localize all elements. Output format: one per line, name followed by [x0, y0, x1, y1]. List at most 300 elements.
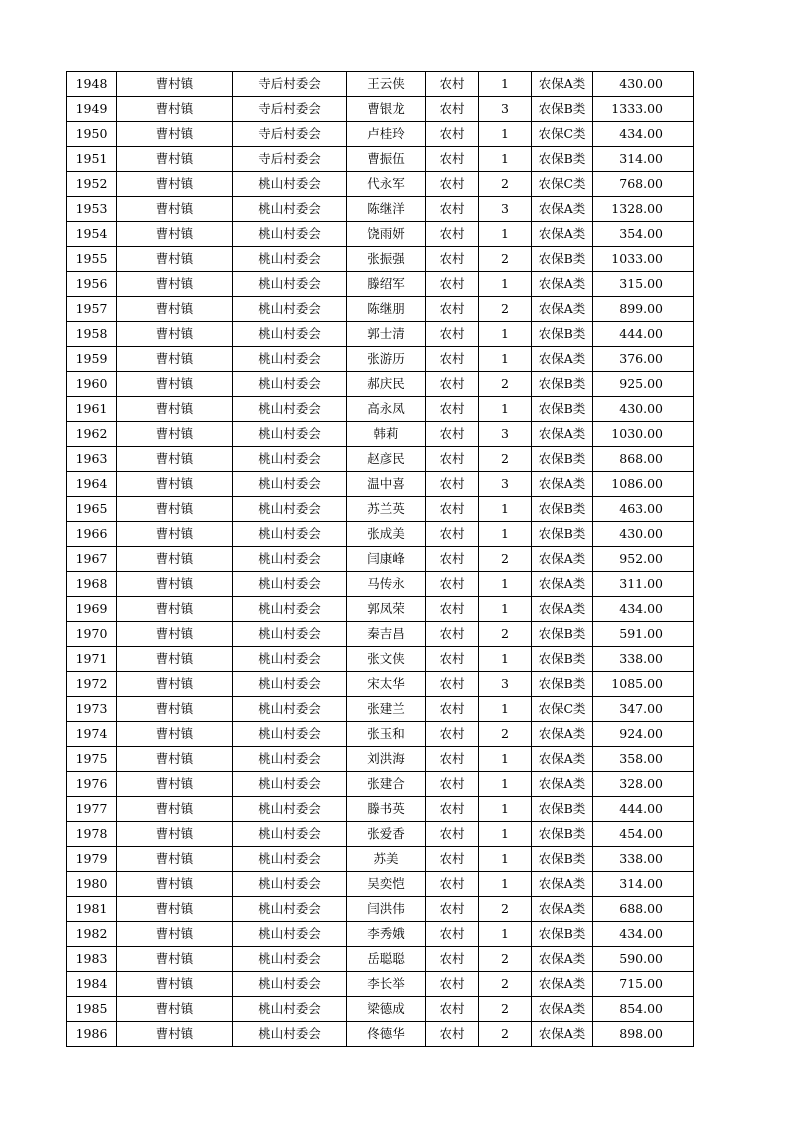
village-committee-cell: 桃山村委会: [233, 972, 347, 997]
table-row: [67, 497, 694, 522]
amount-cell: 715.00: [593, 972, 694, 997]
amount-cell: 868.00: [593, 447, 694, 472]
household-type-cell: 农村: [426, 447, 479, 472]
table-row: [67, 247, 694, 272]
table-row: [67, 922, 694, 947]
member-count-cell: 1: [479, 522, 532, 547]
table-row: [67, 197, 694, 222]
amount-cell: 354.00: [593, 222, 694, 247]
serial-no-cell: 1968: [67, 572, 117, 597]
town-cell: 曹村镇: [117, 922, 233, 947]
member-count-cell: 1: [479, 822, 532, 847]
town-cell: 曹村镇: [117, 897, 233, 922]
town-cell: 曹村镇: [117, 472, 233, 497]
household-type-cell: 农村: [426, 847, 479, 872]
village-committee-cell: 桃山村委会: [233, 822, 347, 847]
serial-no-cell: 1953: [67, 197, 117, 222]
town-cell: 曹村镇: [117, 122, 233, 147]
amount-cell: 925.00: [593, 372, 694, 397]
household-type-cell: 农村: [426, 172, 479, 197]
member-count-cell: 2: [479, 1022, 532, 1047]
amount-cell: 314.00: [593, 872, 694, 897]
serial-no-cell: 1958: [67, 322, 117, 347]
name-cell: 张玉和: [347, 722, 426, 747]
amount-cell: 314.00: [593, 147, 694, 172]
town-cell: 曹村镇: [117, 972, 233, 997]
village-committee-cell: 桃山村委会: [233, 547, 347, 572]
insurance-class-cell: 农保B类: [532, 797, 593, 822]
name-cell: 马传永: [347, 572, 426, 597]
insurance-class-cell: 农保B类: [532, 397, 593, 422]
name-cell: 苏美: [347, 847, 426, 872]
name-cell: 代永军: [347, 172, 426, 197]
serial-no-cell: 1985: [67, 997, 117, 1022]
town-cell: 曹村镇: [117, 347, 233, 372]
insurance-class-cell: 农保A类: [532, 472, 593, 497]
household-type-cell: 农村: [426, 922, 479, 947]
household-type-cell: 农村: [426, 822, 479, 847]
name-cell: 曹振伍: [347, 147, 426, 172]
household-type-cell: 农村: [426, 597, 479, 622]
table-row: [67, 372, 694, 397]
table-row: [67, 772, 694, 797]
name-cell: 李长举: [347, 972, 426, 997]
household-type-cell: 农村: [426, 147, 479, 172]
serial-no-cell: 1949: [67, 97, 117, 122]
amount-cell: 924.00: [593, 722, 694, 747]
amount-cell: 591.00: [593, 622, 694, 647]
serial-no-cell: 1962: [67, 422, 117, 447]
member-count-cell: 3: [479, 97, 532, 122]
table-row: [67, 97, 694, 122]
name-cell: 温中喜: [347, 472, 426, 497]
insurance-class-cell: 农保B类: [532, 322, 593, 347]
insurance-class-cell: 农保B类: [532, 497, 593, 522]
town-cell: 曹村镇: [117, 522, 233, 547]
village-committee-cell: 桃山村委会: [233, 772, 347, 797]
member-count-cell: 2: [479, 547, 532, 572]
member-count-cell: 2: [479, 372, 532, 397]
insurance-class-cell: 农保C类: [532, 172, 593, 197]
amount-cell: 454.00: [593, 822, 694, 847]
town-cell: 曹村镇: [117, 822, 233, 847]
member-count-cell: 3: [479, 472, 532, 497]
serial-no-cell: 1983: [67, 947, 117, 972]
name-cell: 赵彦民: [347, 447, 426, 472]
table-row: [67, 72, 694, 97]
serial-no-cell: 1969: [67, 597, 117, 622]
household-type-cell: 农村: [426, 972, 479, 997]
table-row: [67, 297, 694, 322]
insurance-class-cell: 农保B类: [532, 247, 593, 272]
name-cell: 陈继朋: [347, 297, 426, 322]
insurance-class-cell: 农保A类: [532, 947, 593, 972]
amount-cell: 688.00: [593, 897, 694, 922]
household-type-cell: 农村: [426, 122, 479, 147]
amount-cell: 444.00: [593, 322, 694, 347]
member-count-cell: 1: [479, 697, 532, 722]
village-committee-cell: 桃山村委会: [233, 247, 347, 272]
village-committee-cell: 桃山村委会: [233, 622, 347, 647]
serial-no-cell: 1982: [67, 922, 117, 947]
insurance-class-cell: 农保A类: [532, 347, 593, 372]
serial-no-cell: 1970: [67, 622, 117, 647]
member-count-cell: 2: [479, 722, 532, 747]
table-row: [67, 822, 694, 847]
table-row: [67, 897, 694, 922]
village-committee-cell: 寺后村委会: [233, 72, 347, 97]
serial-no-cell: 1961: [67, 397, 117, 422]
amount-cell: 899.00: [593, 297, 694, 322]
village-committee-cell: 桃山村委会: [233, 872, 347, 897]
insurance-class-cell: 农保A类: [532, 422, 593, 447]
household-type-cell: 农村: [426, 1022, 479, 1047]
insurance-class-cell: 农保B类: [532, 622, 593, 647]
member-count-cell: 1: [479, 147, 532, 172]
town-cell: 曹村镇: [117, 672, 233, 697]
amount-cell: 898.00: [593, 1022, 694, 1047]
household-type-cell: 农村: [426, 697, 479, 722]
town-cell: 曹村镇: [117, 147, 233, 172]
household-type-cell: 农村: [426, 872, 479, 897]
town-cell: 曹村镇: [117, 422, 233, 447]
member-count-cell: 2: [479, 247, 532, 272]
name-cell: 刘洪海: [347, 747, 426, 772]
household-type-cell: 农村: [426, 247, 479, 272]
village-committee-cell: 桃山村委会: [233, 947, 347, 972]
village-committee-cell: 桃山村委会: [233, 747, 347, 772]
village-committee-cell: 桃山村委会: [233, 697, 347, 722]
amount-cell: 315.00: [593, 272, 694, 297]
amount-cell: 463.00: [593, 497, 694, 522]
village-committee-cell: 桃山村委会: [233, 597, 347, 622]
name-cell: 韩莉: [347, 422, 426, 447]
village-committee-cell: 桃山村委会: [233, 422, 347, 447]
amount-cell: 854.00: [593, 997, 694, 1022]
amount-cell: 768.00: [593, 172, 694, 197]
name-cell: 张游历: [347, 347, 426, 372]
serial-no-cell: 1960: [67, 372, 117, 397]
town-cell: 曹村镇: [117, 72, 233, 97]
serial-no-cell: 1981: [67, 897, 117, 922]
village-committee-cell: 桃山村委会: [233, 797, 347, 822]
name-cell: 张建兰: [347, 697, 426, 722]
household-type-cell: 农村: [426, 97, 479, 122]
serial-no-cell: 1950: [67, 122, 117, 147]
table-row: [67, 697, 694, 722]
name-cell: 陈继洋: [347, 197, 426, 222]
table-row: [67, 572, 694, 597]
household-type-cell: 农村: [426, 747, 479, 772]
serial-no-cell: 1976: [67, 772, 117, 797]
name-cell: 郝庆民: [347, 372, 426, 397]
village-committee-cell: 桃山村委会: [233, 672, 347, 697]
household-type-cell: 农村: [426, 722, 479, 747]
village-committee-cell: 桃山村委会: [233, 922, 347, 947]
table-row: [67, 872, 694, 897]
village-committee-cell: 桃山村委会: [233, 497, 347, 522]
town-cell: 曹村镇: [117, 597, 233, 622]
village-committee-cell: 桃山村委会: [233, 322, 347, 347]
table-row: [67, 622, 694, 647]
amount-cell: 430.00: [593, 72, 694, 97]
serial-no-cell: 1965: [67, 497, 117, 522]
table-row: [67, 397, 694, 422]
member-count-cell: 1: [479, 122, 532, 147]
insurance-class-cell: 农保A类: [532, 272, 593, 297]
town-cell: 曹村镇: [117, 847, 233, 872]
insurance-class-cell: 农保A类: [532, 547, 593, 572]
town-cell: 曹村镇: [117, 172, 233, 197]
serial-no-cell: 1975: [67, 747, 117, 772]
name-cell: 高永凤: [347, 397, 426, 422]
village-committee-cell: 桃山村委会: [233, 997, 347, 1022]
village-committee-cell: 桃山村委会: [233, 372, 347, 397]
town-cell: 曹村镇: [117, 722, 233, 747]
village-committee-cell: 桃山村委会: [233, 472, 347, 497]
member-count-cell: 1: [479, 322, 532, 347]
town-cell: 曹村镇: [117, 797, 233, 822]
serial-no-cell: 1952: [67, 172, 117, 197]
name-cell: 卢桂玲: [347, 122, 426, 147]
town-cell: 曹村镇: [117, 372, 233, 397]
household-type-cell: 农村: [426, 997, 479, 1022]
table-row: [67, 147, 694, 172]
household-type-cell: 农村: [426, 222, 479, 247]
town-cell: 曹村镇: [117, 572, 233, 597]
table-row: [67, 472, 694, 497]
insurance-class-cell: 农保C类: [532, 122, 593, 147]
serial-no-cell: 1956: [67, 272, 117, 297]
serial-no-cell: 1980: [67, 872, 117, 897]
member-count-cell: 1: [479, 772, 532, 797]
insurance-class-cell: 农保B类: [532, 847, 593, 872]
town-cell: 曹村镇: [117, 97, 233, 122]
village-committee-cell: 桃山村委会: [233, 522, 347, 547]
insurance-class-cell: 农保A类: [532, 597, 593, 622]
town-cell: 曹村镇: [117, 397, 233, 422]
town-cell: 曹村镇: [117, 647, 233, 672]
name-cell: 梁德成: [347, 997, 426, 1022]
member-count-cell: 1: [479, 597, 532, 622]
table-row: [67, 222, 694, 247]
table-row: [67, 1022, 694, 1047]
town-cell: 曹村镇: [117, 247, 233, 272]
village-committee-cell: 桃山村委会: [233, 722, 347, 747]
table-row: [67, 122, 694, 147]
village-committee-cell: 桃山村委会: [233, 572, 347, 597]
member-count-cell: 1: [479, 347, 532, 372]
amount-cell: 590.00: [593, 947, 694, 972]
serial-no-cell: 1957: [67, 297, 117, 322]
village-committee-cell: 桃山村委会: [233, 272, 347, 297]
household-type-cell: 农村: [426, 197, 479, 222]
household-type-cell: 农村: [426, 322, 479, 347]
town-cell: 曹村镇: [117, 622, 233, 647]
town-cell: 曹村镇: [117, 297, 233, 322]
member-count-cell: 1: [479, 797, 532, 822]
village-committee-cell: 桃山村委会: [233, 1022, 347, 1047]
name-cell: 秦吉昌: [347, 622, 426, 647]
name-cell: 张振强: [347, 247, 426, 272]
table-row: [67, 797, 694, 822]
member-count-cell: 2: [479, 897, 532, 922]
name-cell: 闫洪伟: [347, 897, 426, 922]
table-row: [67, 997, 694, 1022]
household-type-cell: 农村: [426, 397, 479, 422]
serial-no-cell: 1948: [67, 72, 117, 97]
insurance-class-cell: 农保A类: [532, 1022, 593, 1047]
member-count-cell: 3: [479, 422, 532, 447]
household-type-cell: 农村: [426, 497, 479, 522]
table-row: [67, 597, 694, 622]
insurance-class-cell: 农保A类: [532, 872, 593, 897]
insurance-class-cell: 农保A类: [532, 722, 593, 747]
household-type-cell: 农村: [426, 422, 479, 447]
village-committee-cell: 寺后村委会: [233, 147, 347, 172]
table-row: [67, 522, 694, 547]
member-count-cell: 2: [479, 297, 532, 322]
member-count-cell: 1: [479, 922, 532, 947]
insurance-class-cell: 农保B类: [532, 922, 593, 947]
member-count-cell: 1: [479, 872, 532, 897]
insurance-class-cell: 农保A类: [532, 972, 593, 997]
name-cell: 佟德华: [347, 1022, 426, 1047]
name-cell: 郭凤荣: [347, 597, 426, 622]
insurance-class-cell: 农保A类: [532, 897, 593, 922]
amount-cell: 430.00: [593, 397, 694, 422]
serial-no-cell: 1979: [67, 847, 117, 872]
insurance-class-cell: 农保A类: [532, 572, 593, 597]
household-type-cell: 农村: [426, 272, 479, 297]
name-cell: 闫康峰: [347, 547, 426, 572]
village-committee-cell: 桃山村委会: [233, 197, 347, 222]
table-row: [67, 972, 694, 997]
name-cell: 王云侠: [347, 72, 426, 97]
member-count-cell: 2: [479, 997, 532, 1022]
insurance-class-cell: 农保B类: [532, 372, 593, 397]
town-cell: 曹村镇: [117, 1022, 233, 1047]
town-cell: 曹村镇: [117, 322, 233, 347]
serial-no-cell: 1977: [67, 797, 117, 822]
household-type-cell: 农村: [426, 897, 479, 922]
town-cell: 曹村镇: [117, 547, 233, 572]
member-count-cell: 3: [479, 672, 532, 697]
table-row: [67, 422, 694, 447]
insurance-class-cell: 农保B类: [532, 647, 593, 672]
insurance-class-cell: 农保A类: [532, 772, 593, 797]
village-committee-cell: 桃山村委会: [233, 847, 347, 872]
household-type-cell: 农村: [426, 472, 479, 497]
town-cell: 曹村镇: [117, 197, 233, 222]
name-cell: 李秀娥: [347, 922, 426, 947]
amount-cell: 358.00: [593, 747, 694, 772]
village-committee-cell: 寺后村委会: [233, 97, 347, 122]
member-count-cell: 1: [479, 847, 532, 872]
amount-cell: 434.00: [593, 922, 694, 947]
table-row: [67, 447, 694, 472]
town-cell: 曹村镇: [117, 447, 233, 472]
name-cell: 郭士清: [347, 322, 426, 347]
household-type-cell: 农村: [426, 622, 479, 647]
member-count-cell: 2: [479, 972, 532, 997]
town-cell: 曹村镇: [117, 947, 233, 972]
table-row: [67, 272, 694, 297]
amount-cell: 347.00: [593, 697, 694, 722]
amount-cell: 376.00: [593, 347, 694, 372]
member-count-cell: 1: [479, 397, 532, 422]
village-committee-cell: 桃山村委会: [233, 347, 347, 372]
insurance-class-cell: 农保B类: [532, 97, 593, 122]
member-count-cell: 2: [479, 447, 532, 472]
name-cell: 张文侠: [347, 647, 426, 672]
household-type-cell: 农村: [426, 347, 479, 372]
serial-no-cell: 1974: [67, 722, 117, 747]
village-committee-cell: 寺后村委会: [233, 122, 347, 147]
serial-no-cell: 1978: [67, 822, 117, 847]
insurance-class-cell: 农保B类: [532, 672, 593, 697]
household-type-cell: 农村: [426, 797, 479, 822]
household-type-cell: 农村: [426, 672, 479, 697]
town-cell: 曹村镇: [117, 997, 233, 1022]
serial-no-cell: 1967: [67, 547, 117, 572]
table-row: [67, 322, 694, 347]
serial-no-cell: 1973: [67, 697, 117, 722]
household-type-cell: 农村: [426, 772, 479, 797]
member-count-cell: 1: [479, 72, 532, 97]
amount-cell: 434.00: [593, 597, 694, 622]
table-row: [67, 672, 694, 697]
household-type-cell: 农村: [426, 372, 479, 397]
member-count-cell: 1: [479, 647, 532, 672]
name-cell: 吴奕恺: [347, 872, 426, 897]
member-count-cell: 2: [479, 947, 532, 972]
serial-no-cell: 1959: [67, 347, 117, 372]
town-cell: 曹村镇: [117, 697, 233, 722]
table-row: [67, 347, 694, 372]
table-row: [67, 647, 694, 672]
table-row: [67, 747, 694, 772]
name-cell: 岳聪聪: [347, 947, 426, 972]
serial-no-cell: 1972: [67, 672, 117, 697]
serial-no-cell: 1986: [67, 1022, 117, 1047]
table-row: [67, 847, 694, 872]
amount-cell: 1085.00: [593, 672, 694, 697]
member-count-cell: 1: [479, 572, 532, 597]
village-committee-cell: 桃山村委会: [233, 397, 347, 422]
household-type-cell: 农村: [426, 72, 479, 97]
village-committee-cell: 桃山村委会: [233, 222, 347, 247]
amount-cell: 434.00: [593, 122, 694, 147]
records-table-body: [67, 72, 694, 1047]
town-cell: 曹村镇: [117, 272, 233, 297]
name-cell: 张爱香: [347, 822, 426, 847]
name-cell: 张建合: [347, 772, 426, 797]
amount-cell: 338.00: [593, 847, 694, 872]
member-count-cell: 1: [479, 272, 532, 297]
town-cell: 曹村镇: [117, 772, 233, 797]
serial-no-cell: 1954: [67, 222, 117, 247]
village-committee-cell: 桃山村委会: [233, 897, 347, 922]
name-cell: 张成美: [347, 522, 426, 547]
household-type-cell: 农村: [426, 547, 479, 572]
serial-no-cell: 1964: [67, 472, 117, 497]
amount-cell: 338.00: [593, 647, 694, 672]
village-committee-cell: 桃山村委会: [233, 647, 347, 672]
village-committee-cell: 桃山村委会: [233, 447, 347, 472]
amount-cell: 1328.00: [593, 197, 694, 222]
name-cell: 曹银龙: [347, 97, 426, 122]
